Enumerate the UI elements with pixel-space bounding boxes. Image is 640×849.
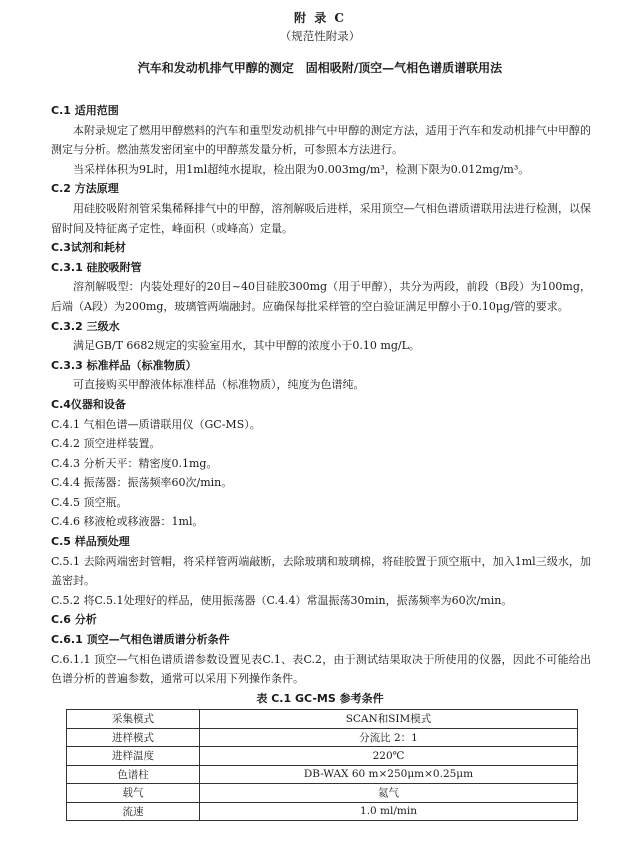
table-row — [67, 802, 578, 821]
equipment-item: C.4.1 气相色谱—质谱联用仪（GC-MS）。 — [51, 417, 261, 431]
normative-label: （规范性附录） — [279, 29, 361, 43]
section-c6-heading: C.6 分析 — [51, 613, 97, 627]
equipment-item: C.4.3 分析天平：精密度0.1mg。 — [51, 456, 218, 470]
table-row — [67, 765, 578, 784]
section-c1-heading: C.1 适用范围 — [51, 104, 119, 117]
table-row — [67, 728, 578, 747]
appendix-label: 附 录 C — [294, 11, 346, 25]
section-c31-heading: C.3.1 硅胶吸附管 — [51, 260, 142, 274]
table-title: 表 C.1 GC-MS 参考条件 — [256, 692, 384, 705]
section-c4-heading: C.4仪器和设备 — [51, 397, 126, 411]
equipment-item: C.4.2 顶空进样装置。 — [51, 437, 161, 451]
section-c32-paragraph: 满足GB/T 6682规定的实验室用水，其中甲醇的浓度小于0.10 mg/L。 — [73, 339, 420, 353]
table-cell-key: 进样温度 — [67, 747, 200, 766]
table-row — [67, 747, 578, 766]
appendix-title: 汽车和发动机排气甲醇的测定 固相吸附/顶空—气相色谱质谱联用法 — [137, 61, 503, 75]
section-c52-paragraph: C.5.2 将C.5.1处理好的样品，使用振荡器（C.4.4）常温振荡30min，振荡频率为60次/min。 — [51, 593, 513, 607]
table-cell-value: 氦气 — [200, 784, 578, 803]
equipment-item: C.4.6 移液枪或移液器：1ml。 — [51, 515, 204, 529]
table-cell-value: 1.0 ml/min — [200, 802, 578, 821]
table-row — [67, 710, 578, 729]
section-c33-paragraph: 可直接购买甲醇液体标准样品（标准物质），纯度为色谱纯。 — [73, 378, 365, 392]
gcms-conditions-table — [66, 709, 578, 821]
table-row — [67, 784, 578, 803]
section-c2-heading: C.2 方法原理 — [51, 182, 119, 196]
table-cell-value: DB-WAX 60 m×250μm×0.25μm — [200, 765, 578, 784]
table-cell-value: SCAN和SIM模式 — [200, 710, 578, 729]
section-c1-paragraph-1: 本附录规定了燃用甲醇燃料的汽车和重型发动机排气中甲醇的测定方法，适用于汽车和发动机排气中甲醇的测定与分析。燃油蒸发密闭室中的甲醇蒸发量分析，可参照本方法进行。 — [51, 123, 591, 157]
section-c2-paragraph: 用硅胶吸附剂管采集稀释排气中的甲醇，溶剂解吸后进样，采用顶空—气相色谱质谱联用法进行检测，以保留时间及特征离子定性，峰面积（或峰高）定量。 — [51, 201, 591, 235]
table-cell-key: 流速 — [67, 802, 200, 821]
equipment-item: C.4.5 顶空瓶。 — [51, 495, 128, 509]
section-c61-heading: C.6.1 顶空—气相色谱质谱分析条件 — [51, 633, 230, 647]
section-c1-paragraph-2: 当采样体积为9L时，用1ml超纯水提取，检出限为0.003mg/m³，检测下限为0.012mg/m³。 — [73, 162, 530, 176]
section-c5-heading: C.5 样品预处理 — [51, 535, 130, 549]
table-cell-value: 分流比 2：1 — [200, 728, 578, 747]
equipment-item: C.4.4 振荡器：振荡频率60次/min。 — [51, 476, 233, 490]
table-cell-key: 载气 — [67, 784, 200, 803]
section-c32-heading: C.3.2 三级水 — [51, 319, 120, 333]
section-c33-heading: C.3.3 标准样品（标准物质） — [51, 358, 197, 372]
section-c51-paragraph: C.5.1 去除两端密封管帽，将采样管两端敲断，去除玻璃和玻璃棉，将硅胶置于顶空瓶中，加入1ml三级水，加盖密封。 — [51, 554, 591, 588]
document-body — [51, 101, 591, 689]
section-c3-heading: C.3试剂和耗材 — [51, 241, 126, 255]
table-cell-key: 色谱柱 — [67, 765, 200, 784]
table-cell-key: 采集模式 — [67, 710, 200, 729]
table-cell-value: 220℃ — [200, 747, 578, 766]
section-c611-paragraph: C.6.1.1 顶空—气相色谱质谱参数设置见表C.1、表C.2，由于测试结果取决于所使用的仪器，因此不可能给出色谱分析的普遍参数，通常可以采用下列操作条件。 — [51, 652, 591, 686]
table-cell-key: 进样模式 — [67, 728, 200, 747]
section-c31-paragraph: 溶剂解吸型：内装处理好的20目~40目硅胶300mg（用于甲醇），共分为两段，前段（B段）为100mg，后端（A段）为200mg，玻璃管两端融封。应确保每批采样管的空白验证满足甲醇小于0.10μg/管的要求。 — [51, 280, 591, 313]
